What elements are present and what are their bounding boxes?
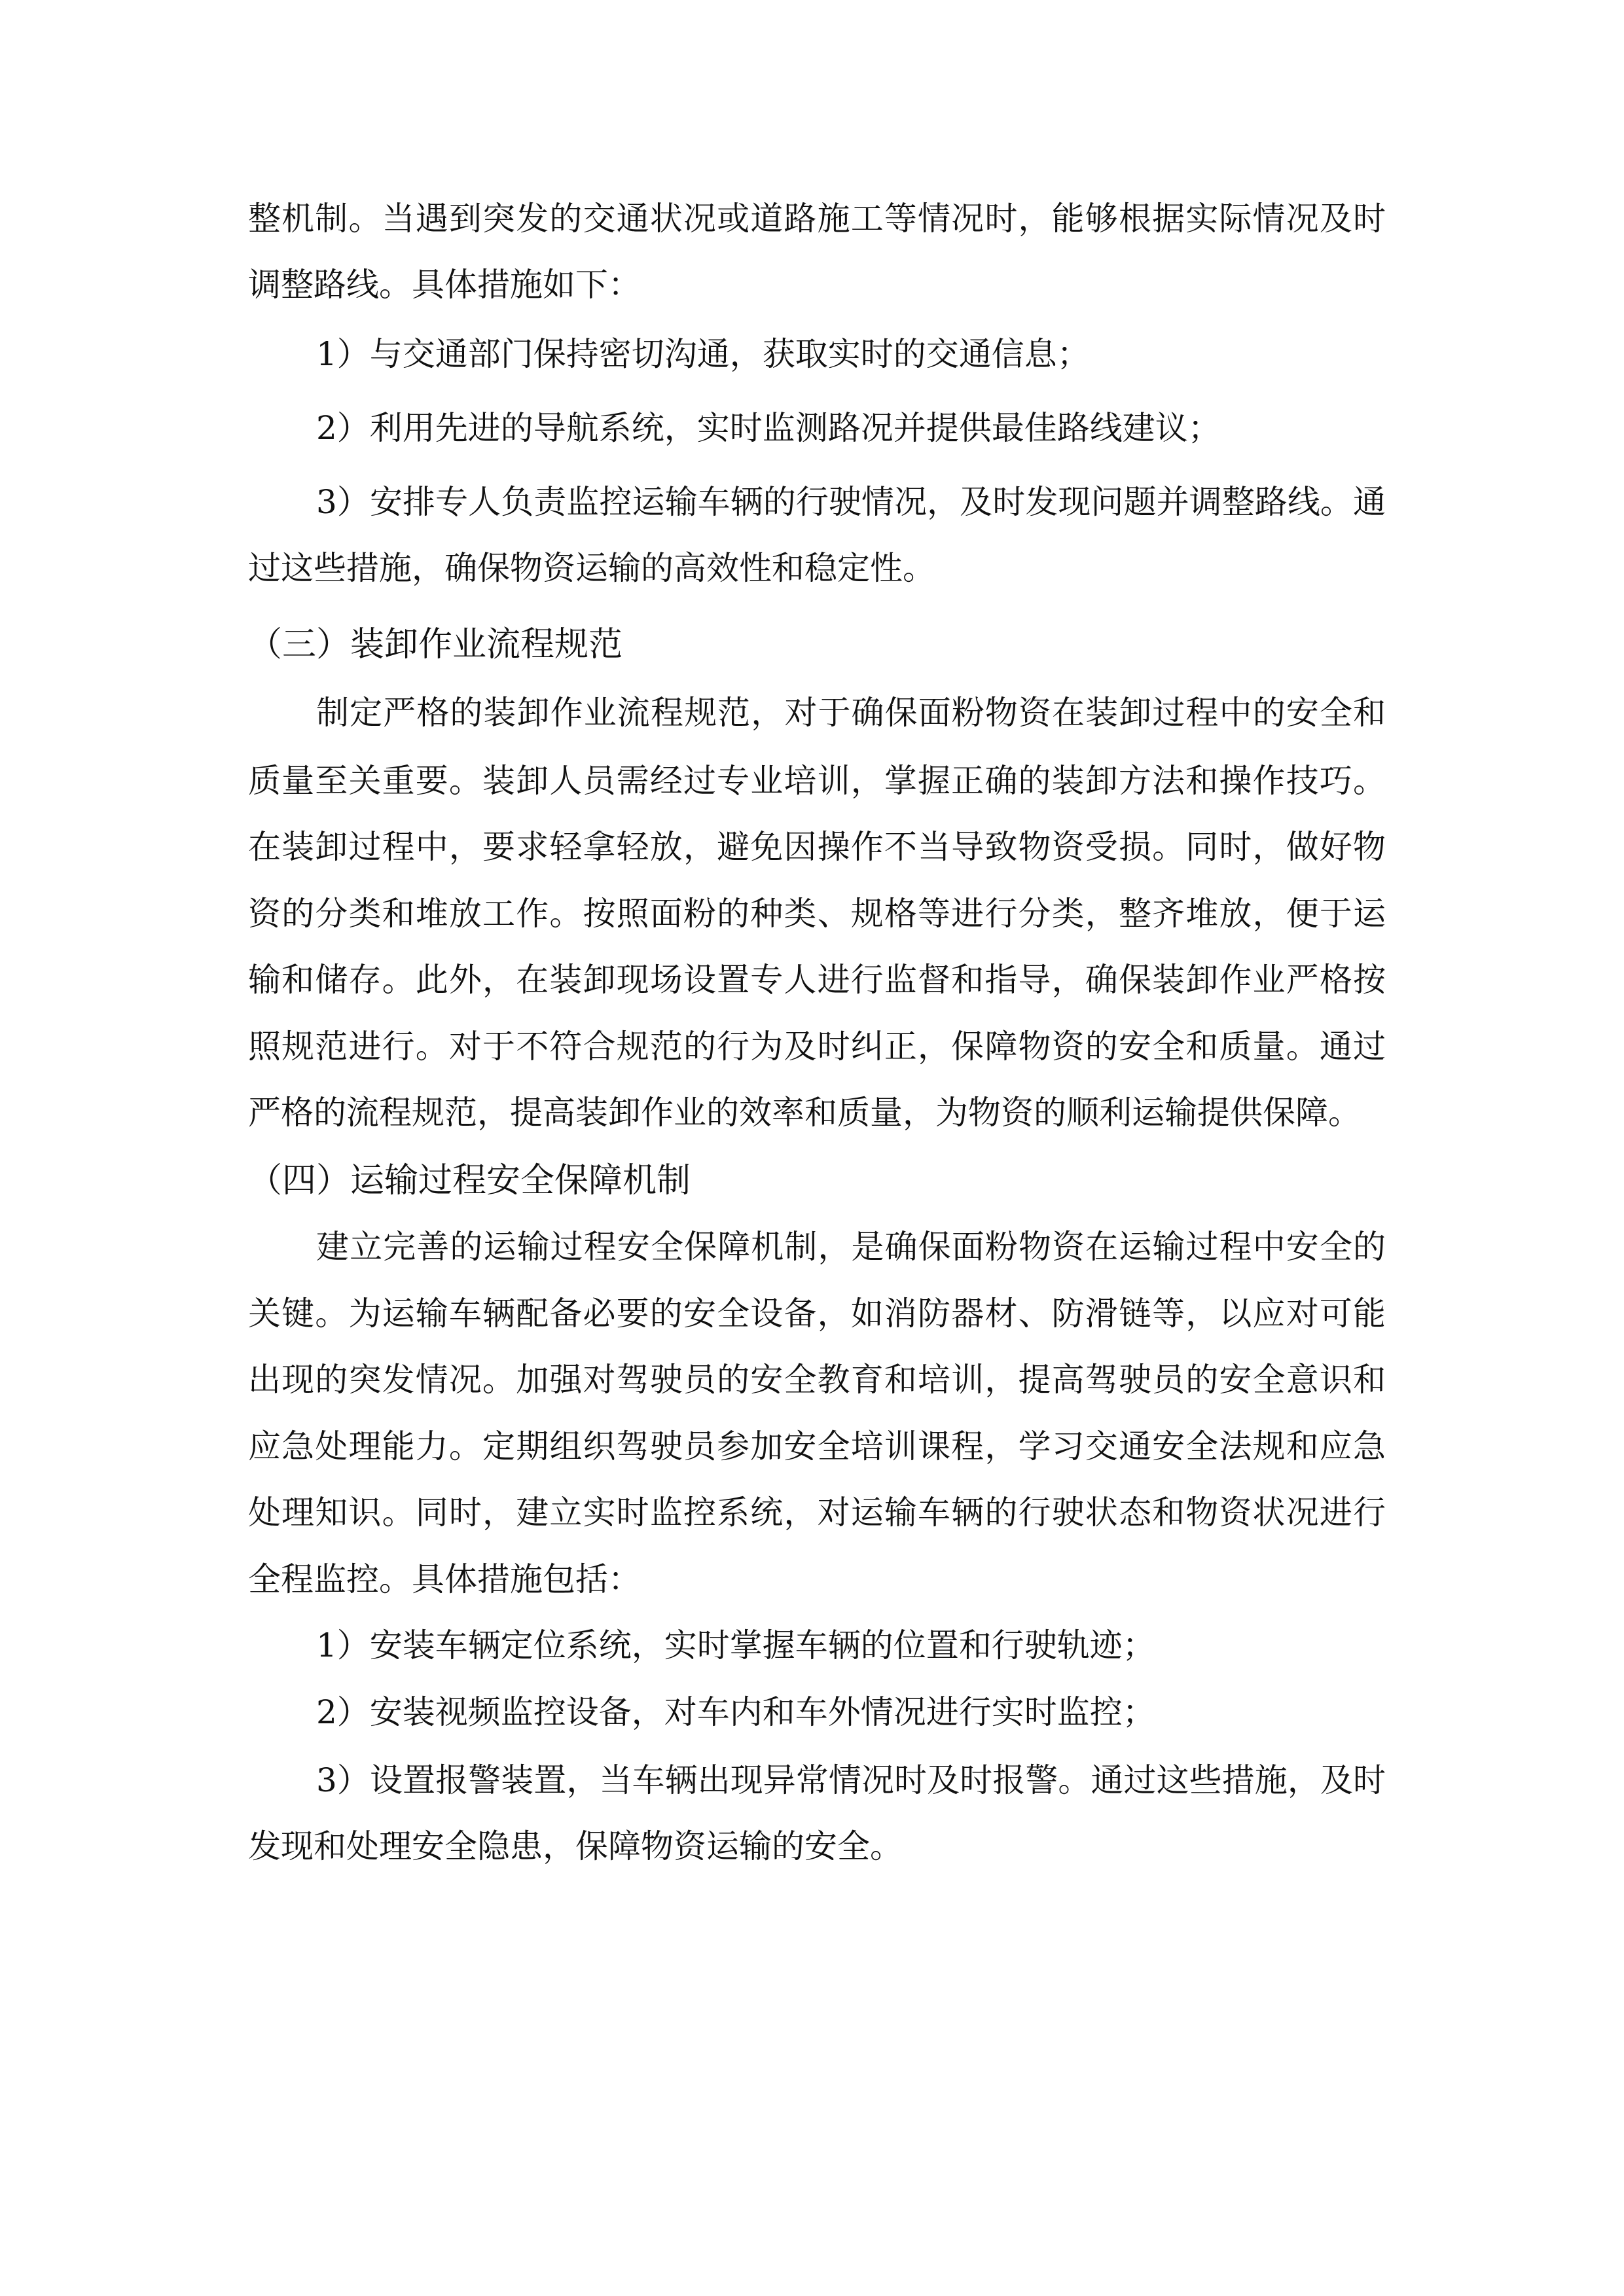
text-line: 照规范进行。对于不符合规范的行为及时纠正，保障物资的安全和质量。通过 (248, 1028, 1386, 1066)
text-line: 输和储存。此外，在装卸现场设置专人进行监督和指导，确保装卸作业严格按 (248, 961, 1386, 999)
text-line: 应急处理能力。定期组织驾驶员参加安全培训课程，学习交通安全法规和应急 (248, 1427, 1386, 1465)
text-line: 质量至关重要。装卸人员需经过专业培训，掌握正确的装卸方法和操作技巧。 (248, 762, 1386, 800)
text-line: 过这些措施，确保物资运输的高效性和稳定性。 (248, 549, 935, 587)
text-line: （三）装卸作业流程规范 (248, 625, 623, 664)
text-line: 制定严格的装卸作业流程规范，对于确保面粉物资在装卸过程中的安全和 (316, 694, 1386, 732)
text-line: 发现和处理安全隐患，保障物资运输的安全。 (248, 1827, 903, 1865)
text-line: 全程监控。具体措施包括： (248, 1560, 641, 1598)
text-line: 关键。为运输车辆配备必要的安全设备，如消防器材、防滑链等，以应对可能 (248, 1295, 1386, 1333)
text-line: 1）安装车辆定位系统，实时掌握车辆的位置和行驶轨迹； (316, 1626, 1155, 1664)
text-line: （四）运输过程安全保障机制 (248, 1161, 691, 1200)
text-line: 资的分类和堆放工作。按照面粉的种类、规格等进行分类，整齐堆放，便于运 (248, 895, 1386, 933)
text-line: 2）安装视频监控设备，对车内和车外情况进行实时监控； (316, 1693, 1155, 1731)
text-line: 调整路线。具体措施如下： (248, 266, 641, 304)
text-line: 1）与交通部门保持密切沟通，获取实时的交通信息； (316, 335, 1090, 373)
text-line: 整机制。当遇到突发的交通状况或道路施工等情况时，能够根据实际情况及时 (248, 200, 1386, 238)
text-line: 严格的流程规范，提高装卸作业的效率和质量，为物资的顺利运输提供保障。 (248, 1094, 1361, 1132)
text-line: 建立完善的运输过程安全保障机制，是确保面粉物资在运输过程中安全的 (316, 1228, 1386, 1266)
text-line: 在装卸过程中，要求轻拿轻放，避免因操作不当导致物资受损。同时，做好物 (248, 828, 1386, 866)
text-line: 出现的突发情况。加强对驾驶员的安全教育和培训，提高驾驶员的安全意识和 (248, 1361, 1386, 1399)
text-line: 处理知识。同时，建立实时监控系统，对运输车辆的行驶状态和物资状况进行 (248, 1494, 1386, 1532)
text-line: 3）安排专人负责监控运输车辆的行驶情况，及时发现问题并调整路线。通 (316, 483, 1386, 521)
text-line: 2）利用先进的导航系统，实时监测路况并提供最佳路线建议； (316, 409, 1221, 447)
text-line: 3）设置报警装置，当车辆出现异常情况时及时报警。通过这些措施，及时 (316, 1761, 1386, 1799)
